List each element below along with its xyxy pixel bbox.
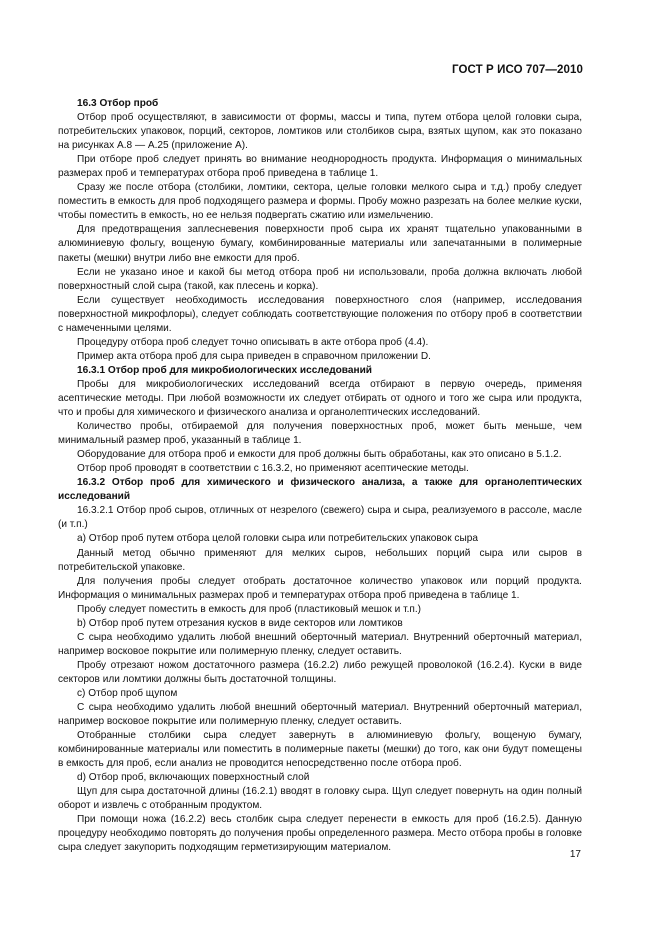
paragraph: С сыра необходимо удалить любой внешний оберточный материал. Внутренний оберточный материал, например восковое покрытие или полимерную пленку, следует оставить. (58, 631, 582, 657)
paragraph: Если существует необходимость исследования поверхностного слоя (например, исследования поверхностной микрофлоры), следует соблюдать соответствующие положения по отбору проб в соответствии с намеченными целями. (58, 294, 582, 334)
document-body (58, 97, 582, 856)
paragraph: c) Отбор проб щупом (77, 687, 178, 699)
paragraph: Данный метод обычно применяют для мелких сыров, небольших порций сыра или сыров в потребительской упаковке. (58, 547, 582, 573)
paragraph: b) Отбор проб путем отрезания кусков в виде секторов или ломтиков (77, 617, 403, 629)
paragraph: Количество пробы, отбираемой для получения поверхностных проб, может быть меньше, чем минимальный размер проб, указанный в таблице 1. (58, 421, 582, 447)
page-number: 17 (569, 849, 581, 860)
paragraph: При отборе проб следует принять во внимание неоднородность продукта. Информация о минимальных размерах проб и температурах отбора проб приведена в таблице 1. (58, 154, 582, 180)
paragraph: Для получения пробы следует отобрать достаточное количество упаковок или порций продукта. Информация о минимальных размерах проб и температурах отбора проб приведена в таблице 1. (58, 575, 582, 601)
standard-designation: ГОСТ Р ИСО 707—2010 (451, 64, 583, 76)
paragraph: Сразу же после отбора (столбики, ломтики, сектора, целые головки мелкого сыра и т.д.) пробу следует поместить в емкость для проб подходящего размера и формы. Пробу можно разрезать на более мелкие куски, чтобы поместить в емкость, но ее нельзя подвергать сжатию или измельчению. (58, 182, 582, 222)
paragraph: Пробу отрезают ножом достаточного размера (16.2.2) либо режущей проволокой (16.2.4). Куски в виде секторов или ломтики должны быть достаточной толщины. (58, 659, 582, 685)
paragraph: Пример акта отбора проб для сыра приведен в справочном приложении D. (77, 350, 431, 362)
paragraph: d) Отбор проб, включающих поверхностный слой (77, 772, 310, 784)
paragraph: При помощи ножа (16.2.2) весь столбик сыра следует перенести в емкость для проб (16.2.5). Данную процедуру необходимо повторять до получения пробы определенного размера. Место отбора пробы в головке сыра следует закупорить подходящим герметизирующим материалом. (58, 814, 582, 854)
paragraph: Отбор проб проводят в соответствии с 16.3.2, но применяют асептические методы. (77, 463, 469, 475)
paragraph: Если не указано иное и какой бы метод отбора проб ни использовали, проба должна включать любой поверхностный слой сыра (такой, как плесень и корка). (58, 266, 582, 292)
paragraph: Для предотвращения заплесневения поверхности проб сыра их хранят тщательно упакованными в алюминиевую фольгу, вощеную бумагу, комбинированные материалы или запечатанными в полимерные пакеты (мешки) внутри либо вне емкости для проб. (58, 224, 582, 264)
section-heading: 16.3.1 Отбор проб для микробиологических исследований (77, 364, 372, 376)
paragraph: Щуп для сыра достаточной длины (16.2.1) вводят в головку сыра. Щуп следует повернуть на один полный оборот и извлечь с отобранным продуктом. (58, 786, 582, 812)
paragraph: Отобранные столбики сыра следует завернуть в алюминиевую фольгу, вощеную бумагу, комбинированные материалы или поместить в полимерные пакеты (мешки) до того, как они будут помещены в емкость для проб, если анализ не проводится непосредственно после отбора проб. (58, 730, 582, 770)
paragraph: 16.3.2.1 Отбор проб сыров, отличных от незрелого (свежего) сыра и сыра, реализуемого в рассоле, масле (и т.п.) (58, 505, 582, 531)
paragraph: Отбор проб осуществляют, в зависимости от формы, массы и типа, путем отбора целой головки сыра, потребительских упаковок, порций, секторов, ломтиков или столбиков сыра, взятых щупом, как это показано на рисунках А.8 — А.25 (приложение А). (58, 112, 582, 152)
section-heading: 16.3 Отбор проб (77, 98, 159, 109)
paragraph: Пробы для микробиологических исследований всегда отбирают в первую очередь, применяя асептические методы. При любой возможности их следует отбирать от одного и того же сыра или продукта, что и пробы для химического и физического анализа и органолептических исследований. (58, 378, 582, 419)
paragraph: С сыра необходимо удалить любой внешний оберточный материал. Внутренний оберточный материал, например восковое покрытие или полимерную пленку, следует оставить. (58, 702, 582, 728)
paragraph: Процедуру отбора проб следует точно описывать в акте отбора проб (4.4). (77, 336, 429, 348)
paragraph: а) Отбор проб путем отбора целой головки сыра или потребительских упаковок сыра (77, 533, 478, 545)
paragraph: Пробу следует поместить в емкость для проб (пластиковый мешок и т.п.) (77, 603, 422, 615)
paragraph: Оборудование для отбора проб и емкости для проб должны быть обработаны, как это описано в 5.1.2. (77, 449, 562, 461)
section-heading: 16.3.2 Отбор проб для химического и физического анализа, а также для органолептических исследований (58, 477, 582, 503)
